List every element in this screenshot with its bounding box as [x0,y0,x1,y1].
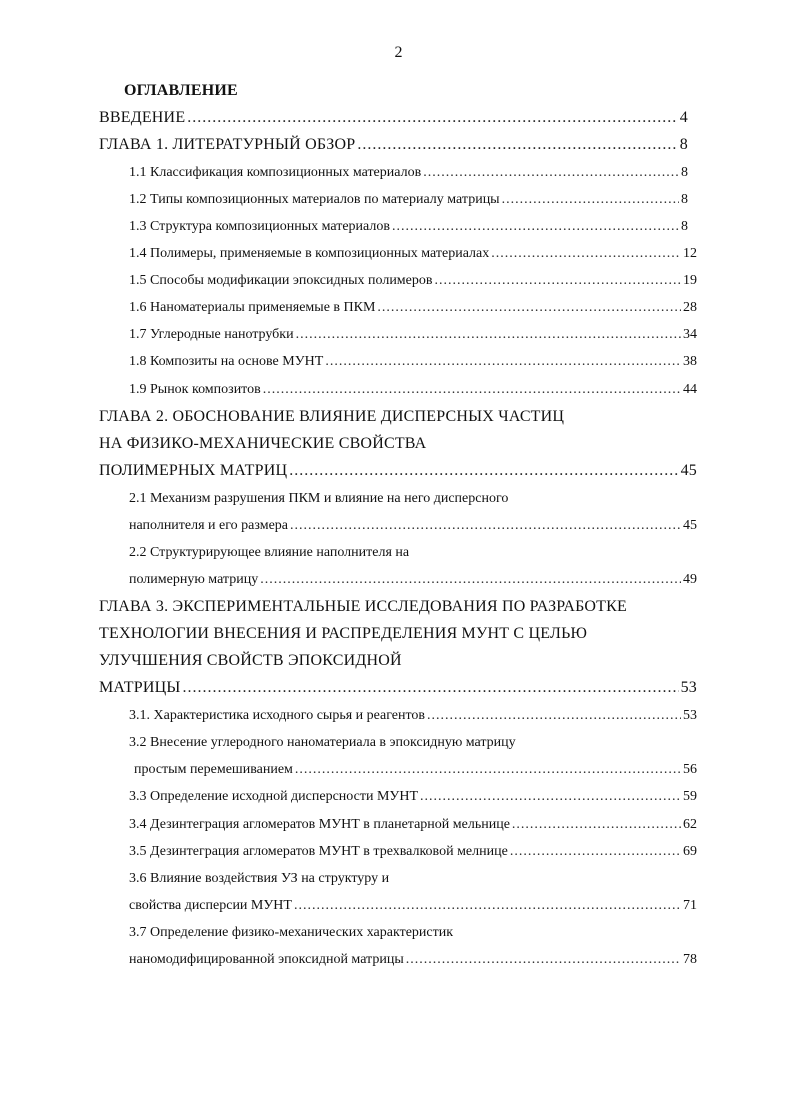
dot-leader [510,842,681,862]
toc-title: ОГЛАВЛЕНИЕ [124,82,238,99]
dot-leader [491,244,681,264]
toc-entry-label: ПОЛИМЕРНЫХ МАТРИЦ [99,462,288,479]
toc-entry-page: 34 [683,327,697,342]
dot-leader [392,217,679,237]
toc-entry-3-7[interactable] [129,950,697,970]
toc-entry-1-1[interactable] [129,163,688,183]
toc-entry-chapter-3-line-3: УЛУЧШЕНИЯ СВОЙСТВ ЭПОКСИДНОЙ [99,652,402,669]
toc-entry-page: 62 [683,817,697,832]
dot-leader [435,271,682,291]
toc-entry-1-3[interactable] [129,217,688,237]
toc-entry-label: полимерную матрицу [129,572,259,587]
toc-entry-label: 3.5 Дезинтеграция агломератов МУНТ в трехвалковой мелнице [129,844,508,859]
dot-leader [294,896,681,916]
toc-entry-3-5[interactable] [129,842,697,862]
toc-entry-label: 1.7 Углеродные нанотрубки [129,327,294,342]
toc-entry-page: 56 [683,762,697,777]
dot-leader [427,706,681,726]
toc-entry-page: 53 [683,708,697,723]
toc-entry-page: 28 [683,300,697,315]
dot-leader [183,678,679,698]
toc-entry-label: 1.1 Классификация композиционных материалов [129,165,422,180]
toc-entry-page: 8 [681,165,688,180]
toc-entry-label: 3.3 Определение исходной дисперсности МУНТ [129,789,418,804]
toc-entry-page: 8 [681,192,688,207]
dot-leader [357,135,677,155]
toc-entry-1-6[interactable] [129,298,697,318]
toc-entry-label: 1.4 Полимеры, применяемые в композиционных материалах [129,246,490,261]
dot-leader [289,461,678,481]
page-number: 2 [394,44,403,61]
dot-leader [295,760,681,780]
toc-entry-page: 44 [683,382,697,397]
dot-leader [406,950,681,970]
toc-entry-page: 45 [683,518,697,533]
dot-leader [260,570,681,590]
dot-leader [290,516,681,536]
toc-entry-page: 59 [683,789,697,804]
dot-leader [377,298,681,318]
toc-entry-2-2-line-1: 2.2 Структурирующее влияние наполнителя на [129,545,410,560]
toc-entry-page: 45 [680,462,697,479]
toc-entry-page: 19 [683,273,697,288]
toc-entry-label: ГЛАВА 1. ЛИТЕРАТУРНЫЙ ОБЗОР [99,136,356,153]
dot-leader [325,352,681,372]
toc-entry-3-3[interactable] [129,787,697,807]
toc-entry-label: простым перемешиванием [134,762,293,777]
toc-entry-1-7[interactable] [129,325,697,345]
toc-entry-3-6-line-1: 3.6 Влияние воздействия УЗ на структуру и [129,871,390,886]
toc-entry-page: 12 [683,246,697,261]
toc-entry-page: 4 [679,109,688,126]
toc-entry-page: 49 [683,572,697,587]
toc-entry-3-7-line-1: 3.7 Определение физико-механических характеристик [129,925,454,940]
toc-entry-page: 8 [679,136,688,153]
toc-entry-label: наполнителя и его размера [129,518,288,533]
toc-entry-label: ВВЕДЕНИЕ [99,109,186,126]
toc-entry-2-1[interactable] [129,516,697,536]
toc-entry-1-9[interactable] [129,380,697,400]
toc-entry-2-1-line-1: 2.1 Механизм разрушения ПКМ и влияние на него дисперсного [129,491,509,506]
toc-entry-chapter-2-line-1: ГЛАВА 2. ОБОСНОВАНИЕ ВЛИЯНИЕ ДИСПЕРСНЫХ ЧАСТИЦ [99,408,565,425]
toc-entry-2-2[interactable] [129,570,697,590]
dot-leader [296,325,681,345]
toc-entry-1-8[interactable] [129,352,697,372]
dot-leader [423,163,679,183]
toc-entry-3-1[interactable] [129,706,697,726]
toc-entry-chapter-3-line-2: ТЕХНОЛОГИИ ВНЕСЕНИЯ И РАСПРЕДЕЛЕНИЯ МУНТ С ЦЕЛЬЮ [99,625,588,642]
toc-entry-label: 1.8 Композиты на основе МУНТ [129,354,324,369]
toc-entry-3-4[interactable] [129,815,697,835]
toc-entry-page: 53 [680,679,697,696]
toc-entry-page: 38 [683,354,697,369]
toc-entry-1-5[interactable] [129,271,697,291]
toc-entry-label: 1.5 Способы модификации эпоксидных полимеров [129,273,433,288]
toc-entry-label: 1.9 Рынок композитов [129,382,261,397]
toc-entry-page: 78 [683,952,697,967]
dot-leader [187,108,678,128]
dot-leader [502,190,679,210]
toc-entry-label: 1.3 Структура композиционных материалов [129,219,390,234]
toc-entry-page: 71 [683,898,697,913]
dot-leader [263,380,681,400]
toc-entry-3-2-line-1: 3.2 Внесение углеродного наноматериала в эпоксидную матрицу [129,735,516,750]
toc-entry-1-2[interactable] [129,190,688,210]
toc-entry-label: 1.6 Наноматериалы применяемые в ПКМ [129,300,376,315]
toc-entry-chapter-3-line-1: ГЛАВА 3. ЭКСПЕРИМЕНТАЛЬНЫЕ ИССЛЕДОВАНИЯ ПО РАЗРАБОТКЕ [99,598,627,615]
toc-entry-3-6[interactable] [129,896,697,916]
toc-entry-chapter-1[interactable] [99,135,688,155]
toc-entry-page: 69 [683,844,697,859]
toc-entry-page: 8 [681,219,688,234]
toc-entry-label: наномодифицированной эпоксидной матрицы [129,952,404,967]
toc-entry-label: 3.1. Характеристика исходного сырья и реагентов [129,708,426,723]
dot-leader [512,815,681,835]
toc-entry-chapter-2[interactable] [99,461,697,481]
toc-entry-label: МАТРИЦЫ [99,679,181,696]
toc-entry-introduction[interactable] [99,108,688,128]
toc-entry-3-2[interactable] [134,760,697,780]
dot-leader [420,787,681,807]
toc-entry-label: 3.4 Дезинтеграция агломератов МУНТ в планетарной мельнице [129,817,510,832]
toc-entry-label: 1.2 Типы композиционных материалов по материалу матрицы [129,192,500,207]
toc-entry-chapter-2-line-2: НА ФИЗИКО-МЕХАНИЧЕСКИЕ СВОЙСТВА [99,435,427,452]
toc-entry-label: свойства дисперсии МУНТ [129,898,292,913]
toc-entry-1-4[interactable] [129,244,697,264]
toc-entry-chapter-3[interactable] [99,678,697,698]
